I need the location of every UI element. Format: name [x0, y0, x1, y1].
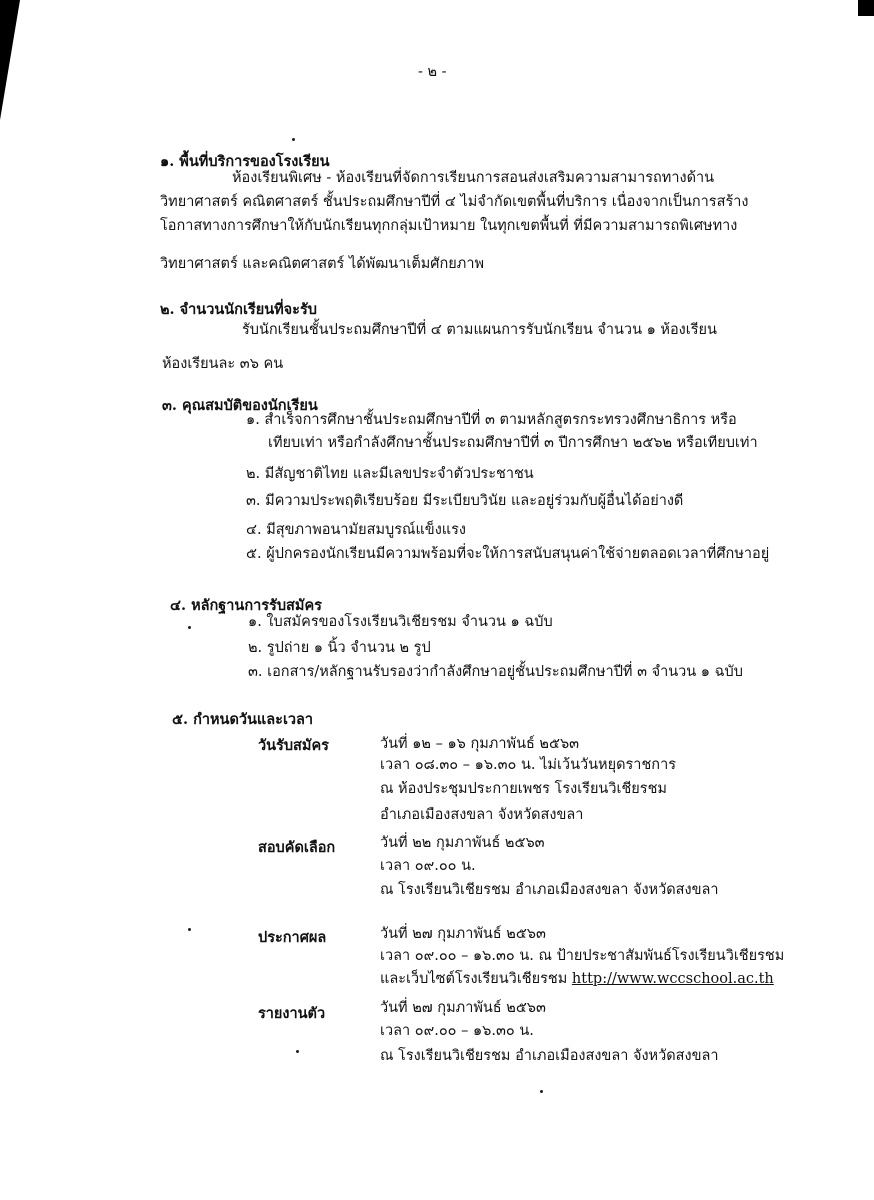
section-1-line: วิทยาศาสตร์ และคณิตศาสตร์ ได้พัฒนาเต็มศักยภาพ: [160, 256, 485, 272]
scan-speck: [188, 928, 191, 931]
announce-line: เวลา ๐๙.๐๐ – ๑๖.๓๐ น. ณ ป้ายประชาสัมพันธ์โรงเรียนวิเชียรชม: [380, 948, 785, 964]
scan-speck: [292, 138, 295, 141]
school-website-link[interactable]: http://www.wccschool.ac.th: [571, 971, 774, 987]
exam-line: ณ โรงเรียนวิเชียรชม อำเภอเมืองสงขลา จังหวัดสงขลา: [380, 882, 719, 898]
section-3-heading: ๓. คุณสมบัติของนักเรียน: [162, 397, 318, 414]
announce-line: [380, 969, 774, 989]
report-line: ณ โรงเรียนวิเชียรชม อำเภอเมืองสงขลา จังหวัดสงขลา: [380, 1048, 719, 1064]
exam-line: เวลา ๐๙.๐๐ น.: [380, 858, 476, 874]
section-3-item: ๒. มีสัญชาติไทย และมีเลขประจำตัวประชาชน: [246, 466, 534, 482]
scan-corner-mark: [858, 0, 874, 16]
exam-label: สอบคัดเลือก: [258, 839, 336, 856]
report-label: รายงานตัว: [258, 1005, 326, 1022]
section-4-item: ๓. เอกสาร/หลักฐานรับรองว่ากำลังศึกษาอยู่ชั้นประถมศึกษาปีที่ ๓ จำนวน ๑ ฉบับ: [248, 664, 743, 680]
announce-line: วันที่ ๒๗ กุมภาพันธ์ ๒๕๖๓: [380, 926, 546, 942]
section-3-item: ๑. สำเร็จการศึกษาชั้นประถมศึกษาปีที่ ๓ ตามหลักสูตรกระทรวงศึกษาธิการ หรือ: [246, 412, 737, 428]
scan-speck: [540, 1090, 543, 1093]
section-3-item: ๕. ผู้ปกครองนักเรียนมีความพร้อมที่จะให้การสนับสนุนค่าใช้จ่ายตลอดเวลาที่ศึกษาอยู่: [246, 546, 770, 562]
section-4-item: ๑. ใบสมัครของโรงเรียนวิเชียรชม จำนวน ๑ ฉบับ: [248, 614, 553, 630]
scan-corner-shadow: [0, 0, 20, 120]
section-2-line: ห้องเรียนละ ๓๖ คน: [162, 356, 284, 372]
section-1-line: ห้องเรียนพิเศษ - ห้องเรียนที่จัดการเรียนการสอนส่งเสริมความสามารถทางด้าน: [232, 170, 715, 186]
report-line: เวลา ๐๙.๐๐ – ๑๖.๓๐ น.: [380, 1023, 534, 1039]
section-1-line: โอกาสทางการศึกษาให้กับนักเรียนทุกกลุ่มเป้าหมาย ในทุกเขตพื้นที่ ที่มีความสามารถพิเศษทาง: [160, 218, 738, 234]
apply-line: เวลา ๐๘.๓๐ – ๑๖.๓๐ น. ไม่เว้นวันหยุดราชการ: [380, 757, 676, 773]
apply-line: อำเภอเมืองสงขลา จังหวัดสงขลา: [380, 807, 584, 823]
section-1-line: วิทยาศาสตร์ คณิตศาสตร์ ชั้นประถมศึกษาปีที่ ๔ ไม่จำกัดเขตพื้นที่บริการ เนื่องจากเป็นการสร้าง: [160, 194, 749, 210]
section-3-item: เทียบเท่า หรือกำลังศึกษาชั้นประถมศึกษาปีที่ ๓ ปีการศึกษา ๒๕๖๒ หรือเทียบเท่า: [268, 435, 758, 451]
scan-speck: [188, 626, 191, 629]
section-4-heading: ๔. หลักฐานการรับสมัคร: [170, 597, 322, 614]
section-2-line: รับนักเรียนชั้นประถมศึกษาปีที่ ๔ ตามแผนการรับนักเรียน จำนวน ๑ ห้องเรียน: [242, 322, 717, 338]
apply-line: วันที่ ๑๒ – ๑๖ กุมภาพันธ์ ๒๕๖๓: [380, 736, 580, 752]
report-line: วันที่ ๒๗ กุมภาพันธ์ ๒๕๖๓: [380, 1000, 546, 1016]
section-5-heading: ๕. กำหนดวันและเวลา: [172, 711, 314, 728]
announce-label: ประกาศผล: [258, 929, 327, 946]
section-3-item: ๔. มีสุขภาพอนามัยสมบูรณ์แข็งแรง: [246, 522, 466, 538]
page-number: - ๒ -: [418, 64, 447, 80]
announce-line-text: และเว็บไซต์โรงเรียนวิเชียรชม: [380, 971, 572, 987]
apply-line: ณ ห้องประชุมประกายเพชร โรงเรียนวิเชียรชม: [380, 781, 667, 797]
section-4-item: ๒. รูปถ่าย ๑ นิ้ว จำนวน ๒ รูป: [248, 640, 431, 656]
exam-line: วันที่ ๒๒ กุมภาพันธ์ ๒๕๖๓: [380, 835, 545, 851]
section-1-heading: ๑. พื้นที่บริการของโรงเรียน: [160, 153, 330, 170]
section-2-heading: ๒. จำนวนนักเรียนที่จะรับ: [160, 301, 317, 318]
scan-speck: [296, 1050, 299, 1053]
section-3-item: ๓. มีความประพฤติเรียบร้อย มีระเบียบวินัย และอยู่ร่วมกับผู้อื่นได้อย่างดี: [246, 493, 684, 509]
apply-label: วันรับสมัคร: [258, 737, 329, 754]
